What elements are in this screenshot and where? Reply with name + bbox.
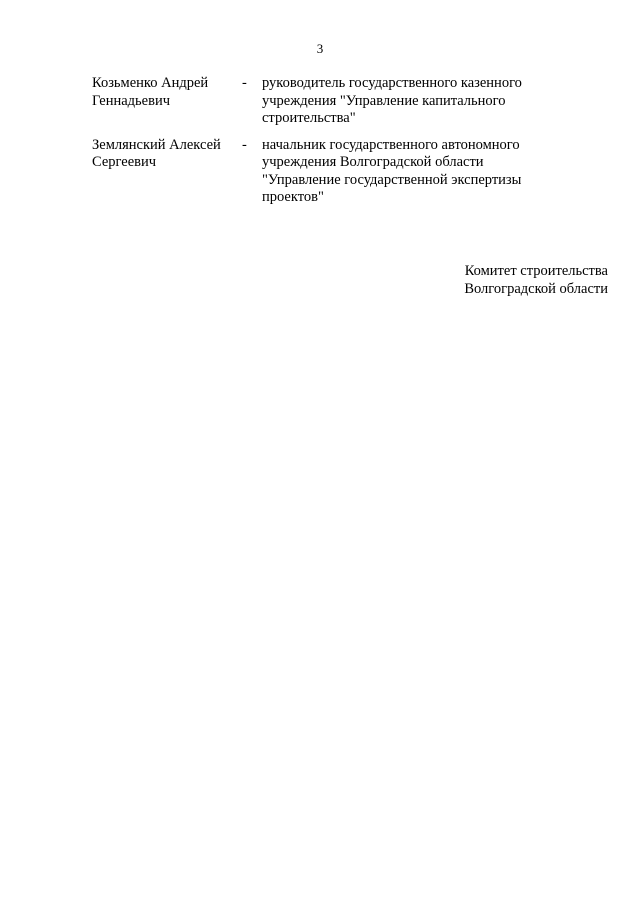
member-role-line: проектов" [262, 189, 324, 205]
member-row [92, 137, 552, 207]
member-role-line: "Управление государственной экспертизы [262, 171, 522, 188]
signature-line: Волгоградской области [464, 280, 608, 297]
member-role-line: учреждения Волгоградской области [262, 154, 484, 170]
member-role-line: учреждения "Управление капитального [262, 92, 506, 109]
member-name-line: Козьменко Андрей [92, 75, 209, 91]
member-role [262, 75, 552, 128]
member-name [92, 75, 242, 128]
member-role-line: руководитель государственного казенного [262, 75, 522, 91]
member-name-line: Землянский Алексей [92, 136, 221, 153]
member-name [92, 137, 242, 207]
member-role-line: начальник государственного автономного [262, 136, 520, 153]
members-list [92, 75, 552, 216]
member-role-line: строительства" [262, 110, 356, 126]
signature-line: Комитет строительства [464, 263, 608, 279]
member-dash: - [242, 75, 247, 91]
member-name-line: Сергеевич [92, 154, 157, 170]
signature-block [464, 263, 608, 298]
page-number: 3 [316, 41, 324, 56]
member-name-line: Геннадьевич [92, 92, 170, 109]
member-row [92, 75, 552, 128]
member-role [262, 137, 552, 207]
member-dash: - [242, 136, 247, 153]
